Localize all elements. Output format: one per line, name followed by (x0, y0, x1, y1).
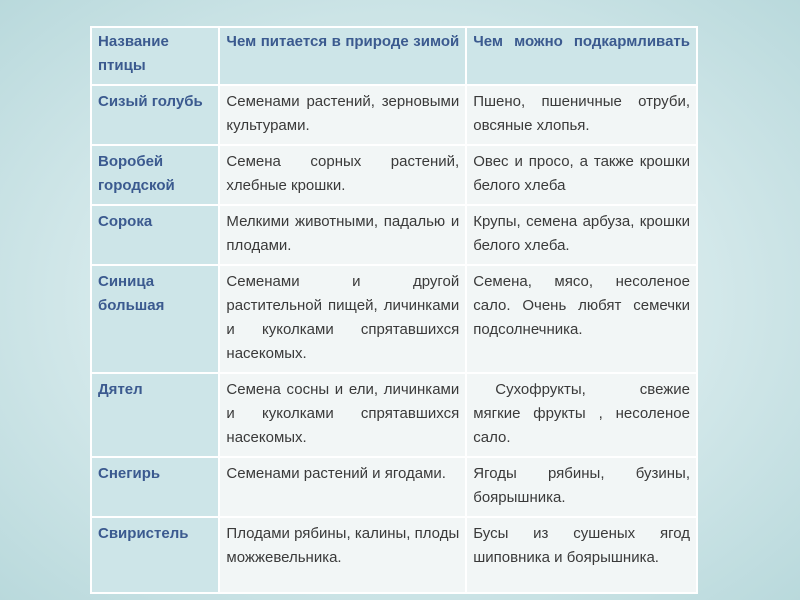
header-natural-food: Чем питается в природе зимой (219, 27, 466, 85)
header-bird-name: Название птицы (91, 27, 219, 85)
table-row (91, 265, 697, 373)
natural-food-cell: Семена сорных растений, хлебные крошки. (219, 145, 466, 205)
feeding-cell: Пшено, пшеничные отруби, овсяные хлопья. (466, 85, 697, 145)
bird-name-cell: Воробей городской (91, 145, 219, 205)
natural-food-cell: Семена сосны и ели, личинками и куколками спрятавшихся насекомых. (219, 373, 466, 457)
bird-name-cell: Сорока (91, 205, 219, 265)
table-row (91, 373, 697, 457)
bird-feeding-table (90, 26, 698, 594)
natural-food-cell: Семенами растений и ягодами. (219, 457, 466, 517)
feeding-cell: Сухофрукты, свежие мягкие фрукты , несоленое сало. (466, 373, 697, 457)
table-row (91, 145, 697, 205)
natural-food-cell: Семенами растений, зерновыми культурами. (219, 85, 466, 145)
bird-name-cell: Дятел (91, 373, 219, 457)
natural-food-cell: Семенами и другой растительной пищей, личинками и куколками спрятавшихся насекомых. (219, 265, 466, 373)
bird-name-cell: Сизый голубь (91, 85, 219, 145)
feeding-cell: Овес и просо, а также крошки белого хлеба (466, 145, 697, 205)
table-row (91, 85, 697, 145)
feeding-cell: Бусы из сушеных ягод шиповника и боярышника. (466, 517, 697, 593)
feeding-cell: Семена, мясо, несоленое сало. Очень любят семечки подсолнечника. (466, 265, 697, 373)
bird-name-cell: Снегирь (91, 457, 219, 517)
header-feeding: Чем можно подкармливать (466, 27, 697, 85)
table-row (91, 457, 697, 517)
natural-food-cell: Плодами рябины, калины, плоды можжевельника. (219, 517, 466, 593)
feeding-cell: Крупы, семена арбуза, крошки белого хлеба. (466, 205, 697, 265)
header-row (91, 27, 697, 85)
natural-food-cell: Мелкими животными, падалью и плодами. (219, 205, 466, 265)
table-row (91, 205, 697, 265)
bird-name-cell: Свиристель (91, 517, 219, 593)
bird-name-cell: Синица большая (91, 265, 219, 373)
table-row (91, 517, 697, 593)
feeding-cell: Ягоды рябины, бузины, боярышника. (466, 457, 697, 517)
